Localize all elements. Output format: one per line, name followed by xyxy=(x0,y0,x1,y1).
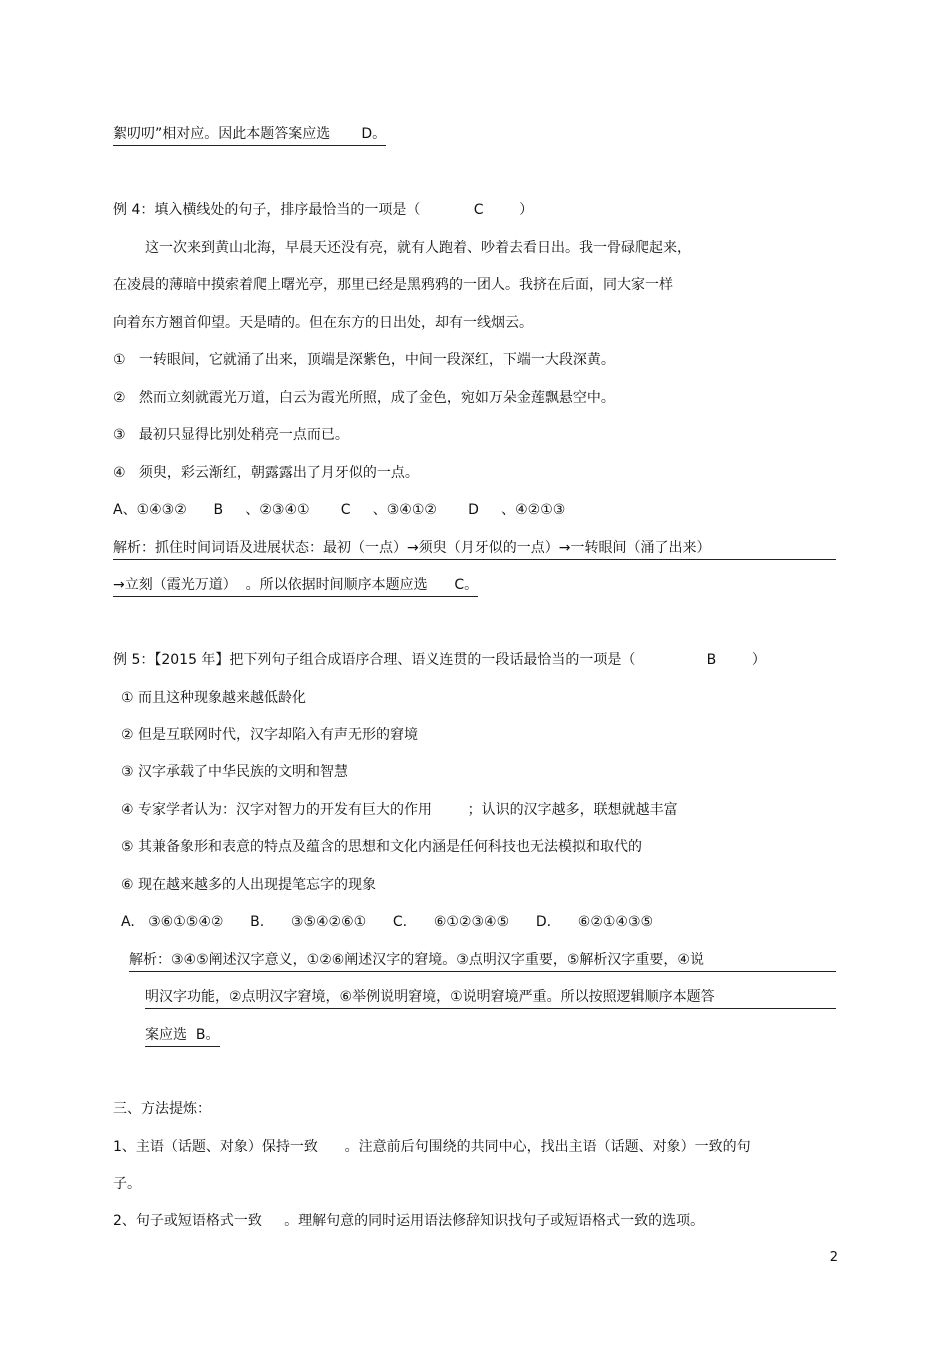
example-5-analysis-line-2: 明汉字功能，②点明汉字窘境，⑥举例说明窘境，①说明窘境严重。所以按照逻辑顺序本题答 xyxy=(145,987,836,1009)
continued-analysis-line: 絮叨叨”相对应。因此本题答案应选 D。 xyxy=(113,124,386,146)
example-5-item-6: ⑥ 现在越来越多的人出现提笔忘字的现象 xyxy=(121,877,376,893)
example-5-item-4: ④ 专家学者认为：汉字对智力的开发有巨大的作用 ；认识的汉字越多，联想就越丰富 xyxy=(121,802,678,818)
example-4-passage-line-3: 向着东方翘首仰望。天是晴的。但在东方的日出处，却有一线烟云。 xyxy=(113,315,533,331)
example-5-question: 例 5：【2015 年】把下列句子组合成语序合理、语义连贯的一段话最恰当的一项是（ B ） xyxy=(113,652,766,668)
method-heading: 三、方法提炼： xyxy=(113,1101,211,1117)
example-4-analysis-line-2: →立刻（霞光万道） 。所以依据时间顺序本题应选 C。 xyxy=(113,575,478,597)
example-4-passage-line-1: 这一次来到黄山北海，早晨天还没有亮，就有人跑着、吵着去看日出。我一骨碌爬起来， xyxy=(145,240,691,256)
example-5-options: A. ③⑥①⑤④② B. ③⑤④②⑥① C. ⑥①②③④⑤ D. ⑥②①④③⑤ xyxy=(121,914,654,930)
example-5-item-3: ③ 汉字承载了中华民族的文明和智慧 xyxy=(121,764,349,780)
example-4-analysis-line-1: 解析：抓住时间词语及进展状态：最初（一点）→须臾（月牙似的一点）→一转眼间（涌了出来） xyxy=(113,538,836,560)
example-4-item-1: ① 一转眼间，它就涌了出来，顶端是深紫色，中间一段深红，下端一大段深黄。 xyxy=(113,352,615,368)
example-4-passage-line-2: 在凌晨的薄暗中摸索着爬上曙光亭，那里已经是黑鸦鸦的一团人。我挤在后面，同大家一样 xyxy=(113,277,673,293)
example-4-item-4: ④ 须臾，彩云渐红，朝露露出了月牙似的一点。 xyxy=(113,465,419,481)
example-4-item-2: ② 然而立刻就霞光万道，白云为霞光所照，成了金色，宛如万朵金莲飘悬空中。 xyxy=(113,390,615,406)
example-5-item-5: ⑤ 其兼备象形和表意的特点及蕴含的思想和文化内涵是任何科技也无法模拟和取代的 xyxy=(121,839,642,855)
example-5-item-1: ① 而且这种现象越来越低龄化 xyxy=(121,690,307,706)
method-point-1-line-2: 子。 xyxy=(113,1176,141,1192)
example-4-item-3: ③ 最初只显得比别处稍亮一点而已。 xyxy=(113,427,349,443)
example-5-analysis-line-1: 解析：③④⑤阐述汉字意义，①②⑥阐述汉字的窘境。③点明汉字重要，⑤解析汉字重要，④说 xyxy=(129,950,836,972)
page-number: 2 xyxy=(829,1250,838,1265)
example-4-options: A、①④③② B 、②③④① C 、③④①② D 、④②①③ xyxy=(113,502,566,518)
method-point-1-line-1: 1、主语（话题、对象）保持一致 。注意前后句围绕的共同中心，找出主语（话题、对象）一致的句 xyxy=(113,1139,751,1155)
example-5-analysis-line-3: 案应选 B。 xyxy=(145,1025,220,1047)
example-4-question: 例 4：填入横线处的句子，排序最恰当的一项是（ C ） xyxy=(113,202,534,218)
method-point-2: 2、句子或短语格式一致 。理解句意的同时运用语法修辞知识找句子或短语格式一致的选项。 xyxy=(113,1213,705,1229)
example-5-item-2: ② 但是互联网时代，汉字却陷入有声无形的窘境 xyxy=(121,727,418,743)
